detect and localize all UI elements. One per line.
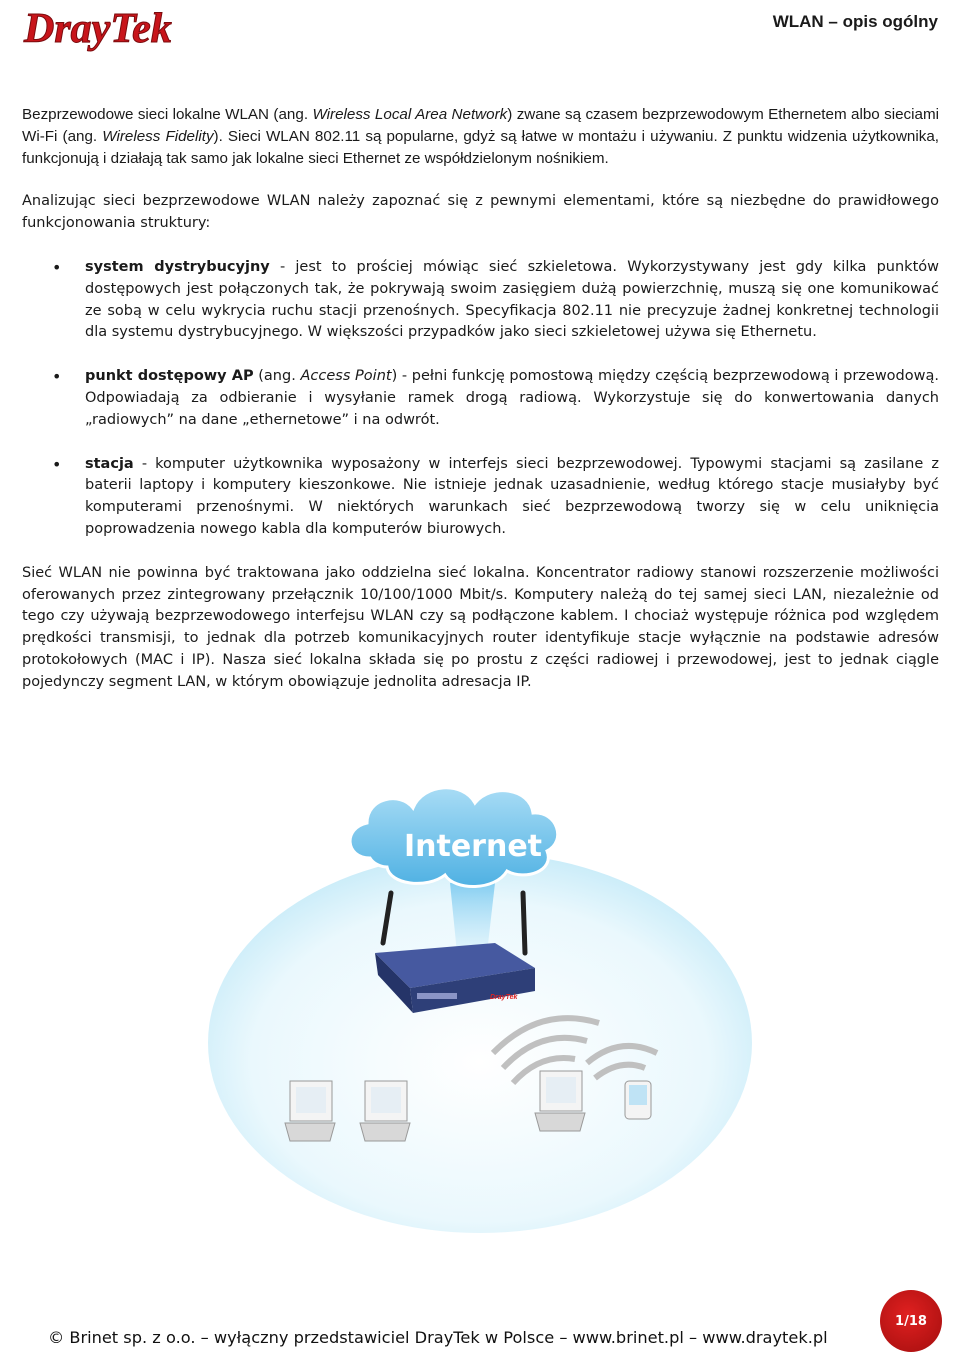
wlan-network-diagram (195, 763, 765, 1233)
lan-paragraph: Sieć WLAN nie powinna być traktowana jako oddzielna sieć lokalna. Koncentrator radiowy stanowi rozszerzenie możliwości oferowanych przez zintegrowany przełącznik 10/100/1000 Mbit/s. Komputery należą do tej samej sieci LAN, niezależnie od tego czy używają bezprzewodowego interfejsu WLAN czy są podłączone kablem. I chociaż występuje różnica pod względem prędkości transmisji, to jednak dla potrzeb komunikacyjnych router identyfikuje stacje wyłącznie na podstawie adresów protokołowych (MAC i IP). Nasza sieć lokalna składa się po prostu z części radiowej i przewodowej, jest to jednak ciągle pojedynczy segment LAN, w którym obowiązuje jednolita adresacja IP. (22, 564, 939, 690)
svg-text:DrayTek: DrayTek (490, 994, 518, 1001)
page-header (0, 0, 960, 60)
page-number-badge: 1/18 (880, 1290, 942, 1352)
desktop-computer-icon (535, 1071, 585, 1131)
elements-list (22, 257, 939, 541)
footer-copyright: © Brinet sp. z o.o. – wyłączny przedstawiciel DrayTek w Polsce – www.brinet.pl – www.draytek.pl (48, 1328, 828, 1347)
svg-text:Internet: Internet (403, 829, 543, 864)
bullet-icon: • (52, 367, 62, 387)
list-item-station: • stacja - komputer użytkownika wyposażony w interfejs sieci bezprzewodowej. Typowymi stacjami są zasilane z baterii laptopy i komputery kieszonkowe. Nie istnieje jednak uzasadnienie, według którego stacje musiałyby być komputerami przenośnymi. W niektórych warunkach sieć bezprzewodową tworzy się w celu uniknięcia poprowadzenia nowego kabla dla komputerów biurowych. (52, 454, 939, 537)
intro-paragraph: Bezprzewodowe sieci lokalne WLAN (ang. Wireless Local Area Network) zwane są czasem bezprzewodowym Ethernetem albo sieciami Wi-Fi (ang. Wireless Fidelity). Sieci WLAN 802.11 są popularne, gdyż są łatwe w montażu i używaniu. Z punktu widzenia użytkownika, funkcjonują i działają tak samo jak lokalne sieci Ethernet ze współdzielonym nośnikiem. (22, 106, 939, 167)
document-body (22, 104, 939, 694)
draytek-logo (22, 2, 202, 54)
desktop-computer-icon (360, 1081, 410, 1141)
pda-device-icon (625, 1081, 651, 1119)
page-title: WLAN – opis ogólny (772, 12, 938, 31)
elements-intro-paragraph: Analizując sieci bezprzewodowe WLAN należy zapoznać się z pewnymi elementami, które są niezbędne do prawidłowego funkcjonowania struktury: (22, 193, 939, 232)
page-footer (0, 1290, 960, 1356)
bullet-icon: • (52, 454, 62, 474)
list-item-distribution-system: • system dystrybucyjny - jest to prościej mówiąc sieć szkieletowa. Wykorzystywany jest gdy kilka punktów dostępowych jest połączonych tak, że pokrywają swoim zasięgiem dużą powierzchnię, muszą się one komunikować ze sobą w celu wykrycia ruchu stacji przenośnych. Specyfikacja 802.11 nie precyzuje żadnej konkretnej technologii dla systemu dystrybucyjnego. W większości przypadków jako sieci szkieletowej używa się Ethernetu. (52, 257, 939, 341)
list-item-access-point: • punkt dostępowy AP (ang. Access Point) - pełni funkcję pomostową między częścią bezprzewodową i przewodową. Odpowiadają za odbieranie i wysyłanie ramek drogą radiową. Wykorzystuje się do konwertowania danych „radiowych” na dane „ethernetowe” i na odwrót. (52, 367, 939, 428)
svg-text:DrayTek: DrayTek (24, 6, 172, 52)
desktop-computer-icon (285, 1081, 335, 1141)
bullet-icon: • (52, 257, 62, 277)
